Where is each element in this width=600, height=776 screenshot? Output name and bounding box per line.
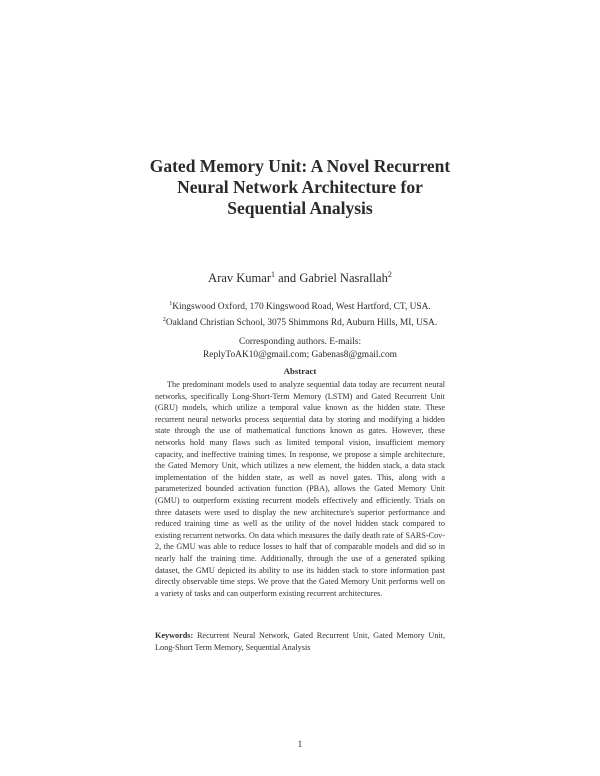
author-affil-mark-1: 1 <box>271 270 275 279</box>
title-line-3: Sequential Analysis <box>227 198 373 218</box>
affiliation-1 <box>0 298 600 314</box>
affiliation-mark-1: 1 <box>169 301 173 307</box>
title-line-2: Neural Network Architecture for <box>177 177 423 197</box>
author-list <box>0 270 600 286</box>
abstract-heading: Abstract <box>283 366 317 376</box>
author-name-2: Gabriel Nasrallah <box>299 271 388 286</box>
title-line-1: Gated Memory Unit: A Novel Recurrent <box>149 156 451 176</box>
paper-title <box>100 156 500 219</box>
author-name-1: Arav Kumar <box>208 271 271 286</box>
author-conjunction: and <box>278 271 297 286</box>
affiliation-2 <box>0 314 600 330</box>
abstract-text: The predominant models used to analyze sequential data today are recurrent neural networks, specifically Long-Short-Term Memory (LSTM) and Gated Recurrent Unit (GRU) models, which utilize a temporal value known as the hidden state. These recurrent neural networks process sequential data by storing and modifying a hidden state through the use of mathematical functions known as gates. However, these networks hold many flaws such as limited temporal vision, insufficient memory capacity, and ineffective training times. In response, we propose a simple architecture, the Gated Memory Unit, which utilizes a new element, the hidden stack, a data stack implementation of the hidden state, as well as novel gates. This, along with a parameterized bounded activation function (PBA), allows the Gated Memory Unit (GMU) to outperform existing recurrent models effectively and efficiently. Trials on three datasets were used to display the new architecture's superior performance and reduced training time as well as the utility of the novel hidden stack compared to existing recurrent networks. On data which measures the daily death rate of SARS-Cov-2, the GMU was able to reduce losses to half that of comparable models and did so in nearly half the training time. Additionally, through the use of a generated spiking dataset, the GMU depicted its ability to use its hidden stack to store information past directly observable time steps. We prove that the Gated Memory Unit performs well on a variety of tasks and can outperform existing recurrent architectures. <box>155 380 445 598</box>
affiliation-mark-2: 2 <box>162 317 166 324</box>
keywords-text: Recurrent Neural Network, Gated Recurrent Unit, Gated Memory Unit, Long-Short Term Memory, Sequential Analysis <box>155 631 446 652</box>
affiliation-text-2: Oakland Christian School, 3075 Shimmons Rd, Auburn Hills, MI, USA. <box>165 318 438 329</box>
page-number: 1 <box>297 740 303 750</box>
affiliation-text-1: Kingswood Oxford, 170 Kingswood Road, West Hartford, CT, USA. <box>172 302 431 313</box>
correspondence-block <box>0 336 600 361</box>
correspondence-emails: ReplyToAK10@gmail.com; Gabenas8@gmail.com <box>203 349 397 360</box>
author-affil-mark-2: 2 <box>387 270 392 279</box>
affiliations <box>0 298 600 330</box>
keywords-block <box>155 630 445 653</box>
correspondence-label: Corresponding authors. E-mails: <box>238 337 362 347</box>
keywords-label: Keywords: <box>155 631 194 640</box>
